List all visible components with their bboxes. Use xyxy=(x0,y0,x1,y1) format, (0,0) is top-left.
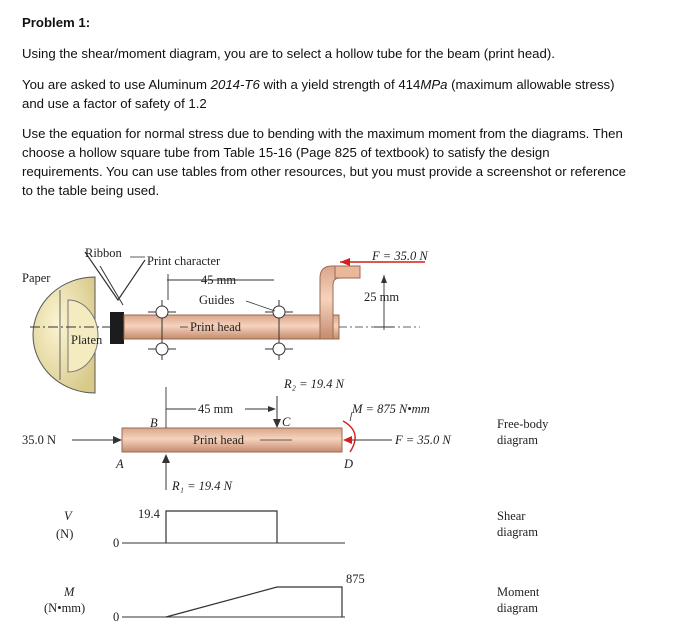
moment-axis-m: M xyxy=(64,585,75,599)
dim-25-arrowhead xyxy=(381,275,387,283)
caption-fbd-line1: Free-body xyxy=(497,417,549,431)
beam-end xyxy=(335,266,360,278)
force-arrow-head xyxy=(340,258,350,266)
label-platen: Platen xyxy=(71,333,103,347)
fbd-moment-arc xyxy=(343,421,355,452)
problem-paragraph-3-line-3: requirements. You can use tables from other resources, but you must provide a screenshot or reference xyxy=(22,164,627,179)
problem-paragraph-2-line-2: and use a factor of safety of 1.2 xyxy=(22,96,207,111)
fbd-dim-arrowhead xyxy=(268,406,276,412)
moment-zero: 0 xyxy=(113,610,120,624)
label-ribbon: Ribbon xyxy=(85,246,122,260)
free-body-diagram xyxy=(22,377,549,493)
caption-shear-line2: diagram xyxy=(497,525,538,539)
shear-value-label: 19.4 xyxy=(138,507,160,521)
shear-diagram xyxy=(56,507,538,550)
moment-curve xyxy=(166,587,342,617)
moment-axis-unit: (N•mm) xyxy=(44,601,86,615)
shear-axis-unit: (N) xyxy=(56,527,74,541)
label-force-top: F = 35.0 N xyxy=(372,249,428,263)
print-character-block xyxy=(110,312,124,344)
para2-text-e: (maximum allowable stress) xyxy=(447,77,615,92)
para2-text-a: You are asked to use Aluminum xyxy=(22,77,211,92)
moment-diagram xyxy=(44,572,540,624)
printer-pictorial xyxy=(22,246,428,393)
label-point-b: B xyxy=(150,416,158,430)
para2-material: 2014-T6 xyxy=(210,77,260,92)
label-moment-fbd: M = 875 N•mm xyxy=(352,402,430,416)
label-r1: R₁ = 19.4 N xyxy=(172,479,233,493)
moment-value-label: 875 xyxy=(346,572,365,586)
caption-moment-line1: Moment xyxy=(497,585,540,599)
label-print-head-fbd: Print head xyxy=(193,433,245,447)
label-left-force: 35.0 N xyxy=(22,433,57,447)
para2-text-c: with a yield strength of 414 xyxy=(259,77,421,92)
label-point-c: C xyxy=(282,415,291,429)
label-print-character: Print character xyxy=(147,254,221,268)
ribbon-line-2 xyxy=(100,266,123,305)
problem-paragraph-3-line-2: choose a hollow square tube from Table 15-16 (Page 825 of textbook) to satisfy the design xyxy=(22,145,550,160)
problem-paragraph-1: Using the shear/moment diagram, you are to select a hollow tube for the beam (print head). xyxy=(22,46,555,61)
label-paper: Paper xyxy=(22,271,51,285)
fbd-left-force-head xyxy=(113,436,122,444)
problem-paragraph-3-line-1: Use the equation for normal stress due to bending with the maximum moment from the diagrams. Then xyxy=(22,126,623,141)
leader-guides xyxy=(246,301,275,311)
label-point-a: A xyxy=(116,457,124,471)
fbd-r2-head xyxy=(273,419,281,428)
para2-unit: MPa xyxy=(420,77,448,92)
label-r2: R₂ = 19.4 N xyxy=(284,377,345,391)
label-point-d: D xyxy=(344,457,354,471)
label-guides: Guides xyxy=(199,293,235,307)
fbd-r1-head xyxy=(162,454,170,463)
label-dim-45-top: 45 mm xyxy=(201,273,237,287)
shear-axis-v: V xyxy=(64,509,72,523)
label-dim-25: 25 mm xyxy=(364,290,400,304)
shear-zero: 0 xyxy=(113,536,120,550)
caption-shear-line1: Shear xyxy=(497,509,526,523)
label-print-head-top: Print head xyxy=(190,320,242,334)
caption-moment-line2: diagram xyxy=(497,601,538,615)
shear-curve xyxy=(166,511,277,543)
problem-paragraph-3-line-4: to the table being used. xyxy=(22,183,160,198)
label-dim-45-fbd: 45 mm xyxy=(198,402,234,416)
fbd-right-force-head xyxy=(343,436,352,444)
label-right-force: F = 35.0 N xyxy=(395,433,451,447)
problem-heading: Problem 1: xyxy=(22,15,91,30)
caption-fbd-line2: diagram xyxy=(497,433,538,447)
